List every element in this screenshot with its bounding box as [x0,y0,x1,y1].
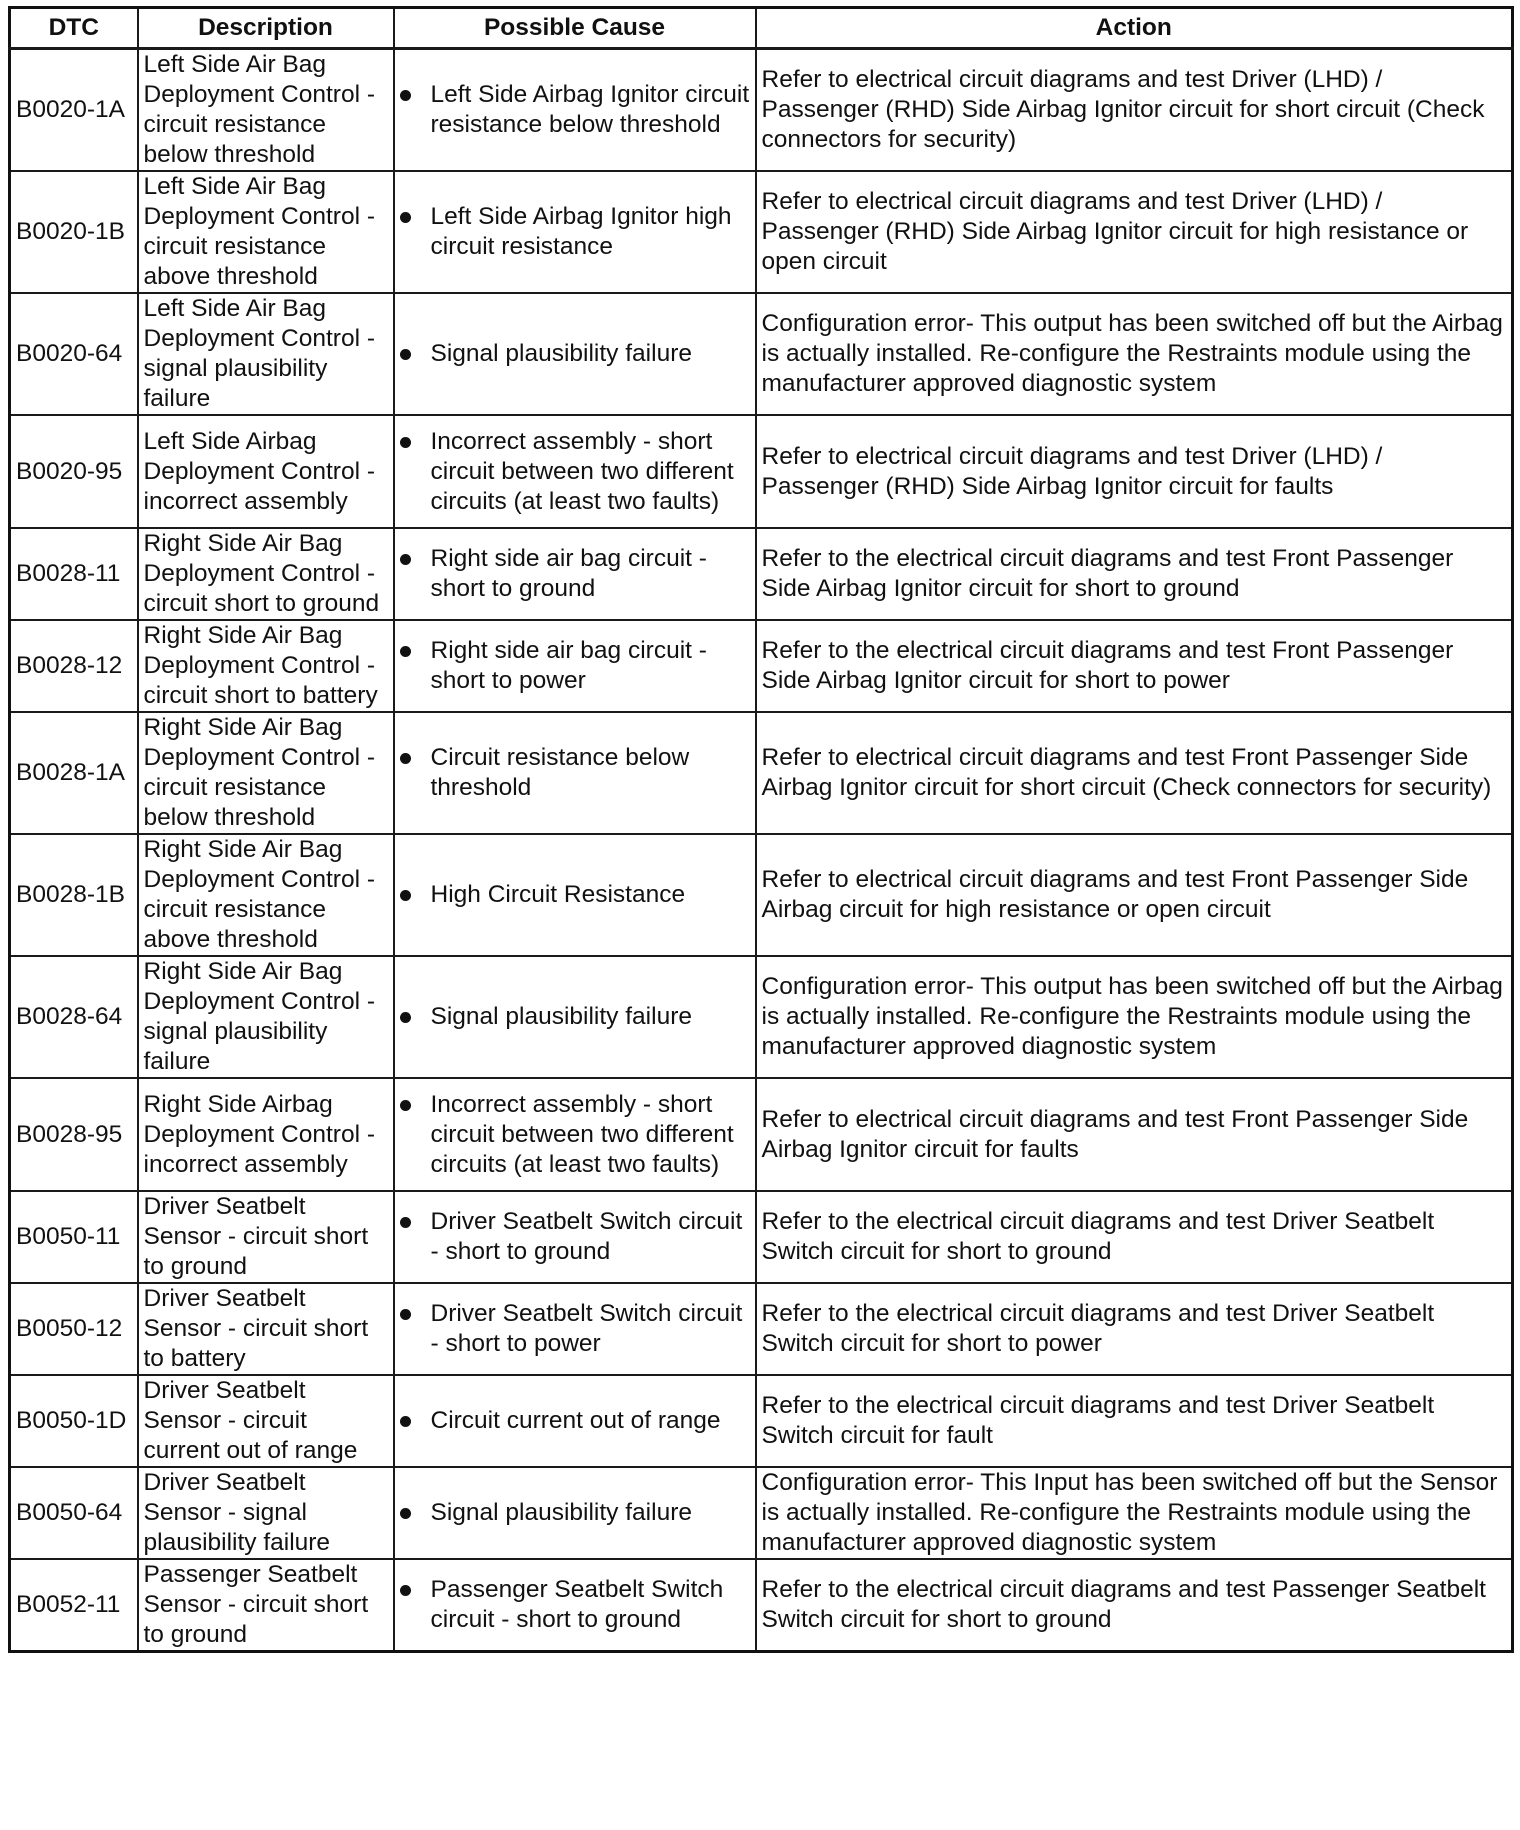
bullet-icon [400,1585,411,1596]
dtc-code: B0020-95 [10,415,138,528]
table-row [10,1375,1513,1467]
action-cell: Refer to electrical circuit diagrams and test Driver (LHD) / Passenger (RHD) Side Airbag Ignitor circuit for faults [756,415,1513,528]
possible-cause-cell [394,415,756,528]
bullet-icon [400,349,411,360]
dtc-code: B0028-64 [10,956,138,1078]
action-cell: Refer to electrical circuit diagrams and test Front Passenger Side Airbag Ignitor circuit for short circuit (Check connectors for security) [756,712,1513,834]
table-row [10,1191,1513,1283]
dtc-code: B0050-64 [10,1467,138,1559]
description-cell: Right Side Air Bag Deployment Control - circuit resistance below threshold [138,712,394,834]
table-row [10,834,1513,956]
possible-cause-cell [394,1078,756,1191]
table-row [10,528,1513,620]
possible-cause-cell [394,1467,756,1559]
bullet-icon [400,212,411,223]
dtc-code: B0028-12 [10,620,138,712]
cause-text: Driver Seatbelt Switch circuit - short to ground [430,1208,743,1265]
table-body [10,49,1513,1652]
possible-cause-cell [394,1191,756,1283]
description-cell: Right Side Air Bag Deployment Control - circuit short to ground [138,528,394,620]
dtc-code: B0028-1A [10,712,138,834]
table-row [10,1078,1513,1191]
possible-cause-cell [394,171,756,293]
description-cell: Driver Seatbelt Sensor - signal plausibility failure [138,1467,394,1559]
bullet-icon [400,753,411,764]
bullet-icon [400,890,411,901]
possible-cause-cell [394,834,756,956]
bullet-icon [400,1508,411,1519]
dtc-code: B0050-12 [10,1283,138,1375]
dtc-code: B0050-11 [10,1191,138,1283]
cause-item [400,1498,750,1528]
cause-item [400,202,750,262]
cause-text: High Circuit Resistance [430,881,686,908]
cause-item [400,880,750,910]
bullet-icon [400,554,411,565]
possible-cause-cell [394,1559,756,1652]
table-row [10,293,1513,415]
cause-item [400,743,750,803]
cause-text: Incorrect assembly - short circuit between two different circuits (at least two faults) [430,1090,734,1178]
possible-cause-cell [394,620,756,712]
cause-item [400,1299,750,1359]
bullet-icon [400,437,411,448]
action-cell: Refer to electrical circuit diagrams and test Front Passenger Side Airbag circuit for high resistance or open circuit [756,834,1513,956]
dtc-code: B0028-11 [10,528,138,620]
action-cell: Refer to the electrical circuit diagrams and test Front Passenger Side Airbag Ignitor circuit for short to power [756,620,1513,712]
description-cell: Driver Seatbelt Sensor - circuit short to battery [138,1283,394,1375]
action-cell: Refer to the electrical circuit diagrams and test Front Passenger Side Airbag Ignitor circuit for short to ground [756,528,1513,620]
description-cell: Left Side Air Bag Deployment Control - circuit resistance above threshold [138,171,394,293]
description-cell: Left Side Air Bag Deployment Control - circuit resistance below threshold [138,49,394,172]
table-row [10,49,1513,172]
cause-item [400,1207,750,1267]
dtc-code: B0052-11 [10,1559,138,1652]
dtc-code: B0050-1D [10,1375,138,1467]
table-row [10,1467,1513,1559]
dtc-table [8,6,1514,1653]
cause-item [400,80,750,140]
table-row [10,956,1513,1078]
bullet-icon [400,90,411,101]
table-row [10,171,1513,293]
cause-text: Circuit current out of range [430,1407,721,1434]
description-cell: Left Side Air Bag Deployment Control - signal plausibility failure [138,293,394,415]
action-cell: Refer to the electrical circuit diagrams and test Driver Seatbelt Switch circuit for short to ground [756,1191,1513,1283]
header-possible-cause: Possible Cause [394,8,756,49]
dtc-code: B0028-95 [10,1078,138,1191]
dtc-code: B0020-1A [10,49,138,172]
dtc-table-container [8,6,1511,1653]
bullet-icon [400,1309,411,1320]
table-row [10,1283,1513,1375]
cause-text: Passenger Seatbelt Switch circuit - short to ground [430,1576,724,1633]
table-row [10,620,1513,712]
action-cell: Configuration error- This output has been switched off but the Airbag is actually installed. Re-configure the Restraints module using the manufacturer approved diagnostic system [756,293,1513,415]
cause-text: Left Side Airbag Ignitor circuit resistance below threshold [430,81,750,138]
possible-cause-cell [394,1283,756,1375]
description-cell: Driver Seatbelt Sensor - circuit short to ground [138,1191,394,1283]
bullet-icon [400,1012,411,1023]
description-cell: Right Side Air Bag Deployment Control - circuit short to battery [138,620,394,712]
bullet-icon [400,1217,411,1228]
cause-item [400,1090,750,1180]
bullet-icon [400,1416,411,1427]
possible-cause-cell [394,49,756,172]
action-cell: Refer to the electrical circuit diagrams and test Driver Seatbelt Switch circuit for fault [756,1375,1513,1467]
cause-text: Signal plausibility failure [430,1499,692,1526]
dtc-code: B0020-1B [10,171,138,293]
action-cell: Refer to electrical circuit diagrams and test Driver (LHD) / Passenger (RHD) Side Airbag Ignitor circuit for high resistance or open circuit [756,171,1513,293]
cause-item [400,339,750,369]
action-cell: Configuration error- This output has been switched off but the Airbag is actually installed. Re-configure the Restraints module using the manufacturer approved diagnostic system [756,956,1513,1078]
description-cell: Driver Seatbelt Sensor - circuit current out of range [138,1375,394,1467]
dtc-code: B0028-1B [10,834,138,956]
possible-cause-cell [394,293,756,415]
cause-text: Signal plausibility failure [430,340,692,367]
cause-item [400,636,750,696]
bullet-icon [400,1100,411,1111]
header-dtc: DTC [10,8,138,49]
dtc-code: B0020-64 [10,293,138,415]
possible-cause-cell [394,956,756,1078]
header-description: Description [138,8,394,49]
table-row [10,415,1513,528]
cause-text: Driver Seatbelt Switch circuit - short to power [430,1300,743,1357]
description-cell: Left Side Airbag Deployment Control - incorrect assembly [138,415,394,528]
bullet-icon [400,646,411,657]
possible-cause-cell [394,528,756,620]
table-header-row [10,8,1513,49]
cause-text: Incorrect assembly - short circuit between two different circuits (at least two faults) [430,427,734,515]
action-cell: Refer to electrical circuit diagrams and test Front Passenger Side Airbag Ignitor circuit for faults [756,1078,1513,1191]
cause-text: Right side air bag circuit - short to ground [430,545,707,602]
table-row [10,1559,1513,1652]
cause-item [400,1406,750,1436]
description-cell: Right Side Air Bag Deployment Control - circuit resistance above threshold [138,834,394,956]
possible-cause-cell [394,1375,756,1467]
action-cell: Configuration error- This Input has been switched off but the Sensor is actually installed. Re-configure the Restraints module using the manufacturer approved diagnostic system [756,1467,1513,1559]
description-cell: Right Side Air Bag Deployment Control - signal plausibility failure [138,956,394,1078]
cause-text: Signal plausibility failure [430,1003,692,1030]
action-cell: Refer to electrical circuit diagrams and test Driver (LHD) / Passenger (RHD) Side Airbag Ignitor circuit for short circuit (Check connectors for security) [756,49,1513,172]
cause-text: Left Side Airbag Ignitor high circuit resistance [430,203,732,260]
cause-item [400,427,750,517]
possible-cause-cell [394,712,756,834]
action-cell: Refer to the electrical circuit diagrams and test Driver Seatbelt Switch circuit for short to power [756,1283,1513,1375]
table-row [10,712,1513,834]
cause-text: Right side air bag circuit - short to power [430,637,707,694]
cause-item [400,1575,750,1635]
description-cell: Right Side Airbag Deployment Control - incorrect assembly [138,1078,394,1191]
cause-item [400,544,750,604]
cause-item [400,1002,750,1032]
cause-text: Circuit resistance below threshold [430,744,690,801]
description-cell: Passenger Seatbelt Sensor - circuit short to ground [138,1559,394,1652]
action-cell: Refer to the electrical circuit diagrams and test Passenger Seatbelt Switch circuit for short to ground [756,1559,1513,1652]
header-action: Action [756,8,1513,49]
